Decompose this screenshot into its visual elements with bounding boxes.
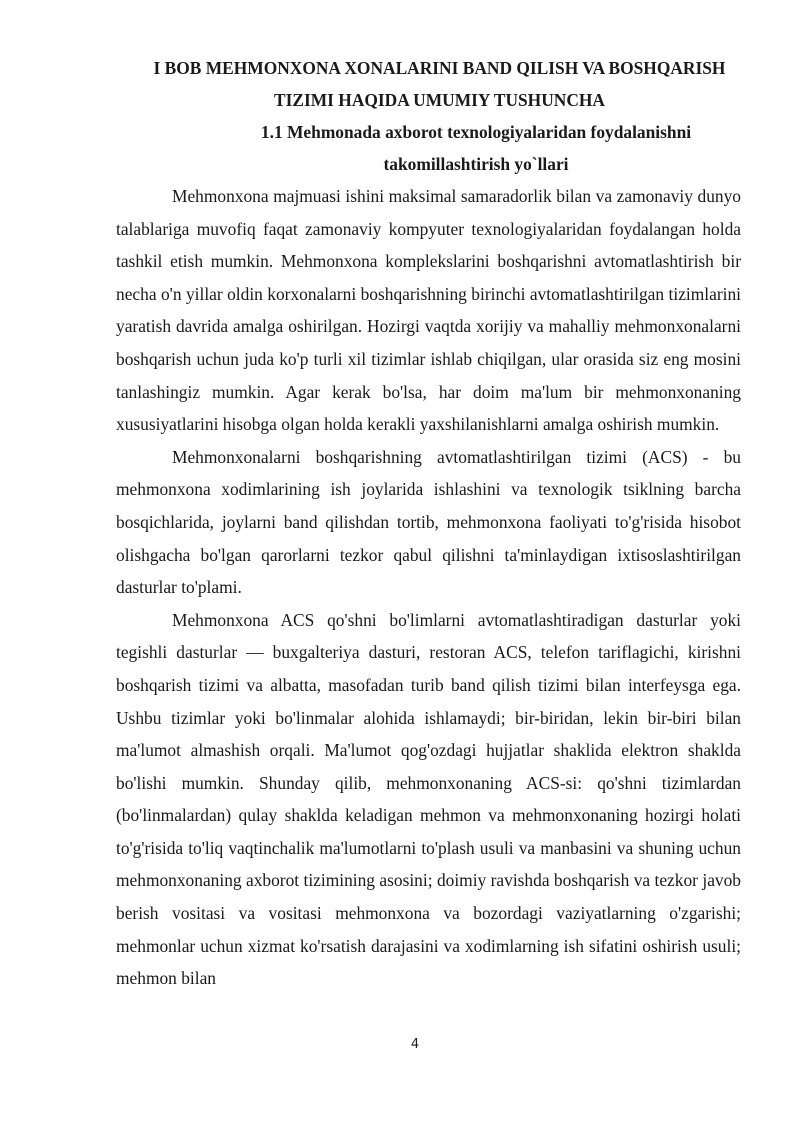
document-page [116,52,741,995]
paragraph-3: Mehmonxona ACS qo'shni bo'limlarni avtomatlashtiradigan dasturlar yoki tegishli dasturlar — buxgalteriya dasturi, restoran ACS, telefon tariflagichi, kirishni boshqarish tizimi va albatta, masofadan turib band qilish tizimi bilan interfeysga ega. Ushbu tizimlar yoki bo'linmalar alohida ishlamaydi; bir-biridan, lekin bir-biri bilan ma'lumot almashish orqali. Ma'lumot qog'ozdagi hujjatlar shaklida elektron shaklda bo'lishi mumkin. Shunday qilib, mehmonxonaning ACS-si: qo'shni tizimlardan (bo'linmalardan) qulay shaklda keladigan mehmon va mehmonxonaning hozirgi holati to'g'risida to'liq vaqtinchalik ma'lumotlarni to'plash usuli va manbasini va shuning uchun mehmonxonaning axborot tizimining asosini; doimiy ravishda boshqarish va tezkor javob berish vositasi va vositasi mehmonxona va bozordagi vaziyatlarning o'zgarishi; mehmonlar uchun xizmat ko'rsatish darajasini va xodimlarning ish sifatini oshirish usuli; mehmon bilan [116,609,741,989]
section-title: 1.1 Mehmonada axborot texnologiyalaridan foydalanishni takomillashtirish yo`llari [260,122,692,174]
page-number: 4 [410,1037,420,1052]
chapter-title: I BOB MEHMONXONA XONALARINI BAND QILISH VA BOSHQARISH TIZIMI HAQIDA UMUMIY TUSHUNCHA [153,58,726,110]
paragraph-2: Mehmonxonalarni boshqarishning avtomatlashtirilgan tizimi (ACS) - bu mehmonxona xodimlarining ish joylarida ishlashini va texnologik tsiklning barcha bosqichlarida, joylarni band qilishdan tortib, mehmonxona faoliyati to'g'risida hisobot olishgacha bo'lgan qarorlarni tezkor qabul qilishni ta'minlaydigan ixtisoslashtirilgan dasturlar to'plami. [116,446,741,598]
paragraph-1: Mehmonxona majmuasi ishini maksimal samaradorlik bilan va zamonaviy dunyo talablariga muvofiq faqat zamonaviy kompyuter texnologiyalaridan foydalangan holda tashkil etish mumkin. Mehmonxona komplekslarini boshqarishni avtomatlashtirish bir necha o'n yillar oldin korxonalarni boshqarishning birinchi avtomatlashtirilgan tizimlarini yaratish davrida amalga oshirilgan. Hozirgi vaqtda xorijiy va mahalliy mehmonxonalarni boshqarish uchun juda ko'p turli xil tizimlar ishlab chiqilgan, ular orasida siz eng mosini tanlashingiz mumkin. Agar kerak bo'lsa, har doim ma'lum bir mehmonxonaning xususiyatlarini hisobga olgan holda kerakli yaxshilanishlarni amalga oshirish mumkin. [116,186,741,435]
